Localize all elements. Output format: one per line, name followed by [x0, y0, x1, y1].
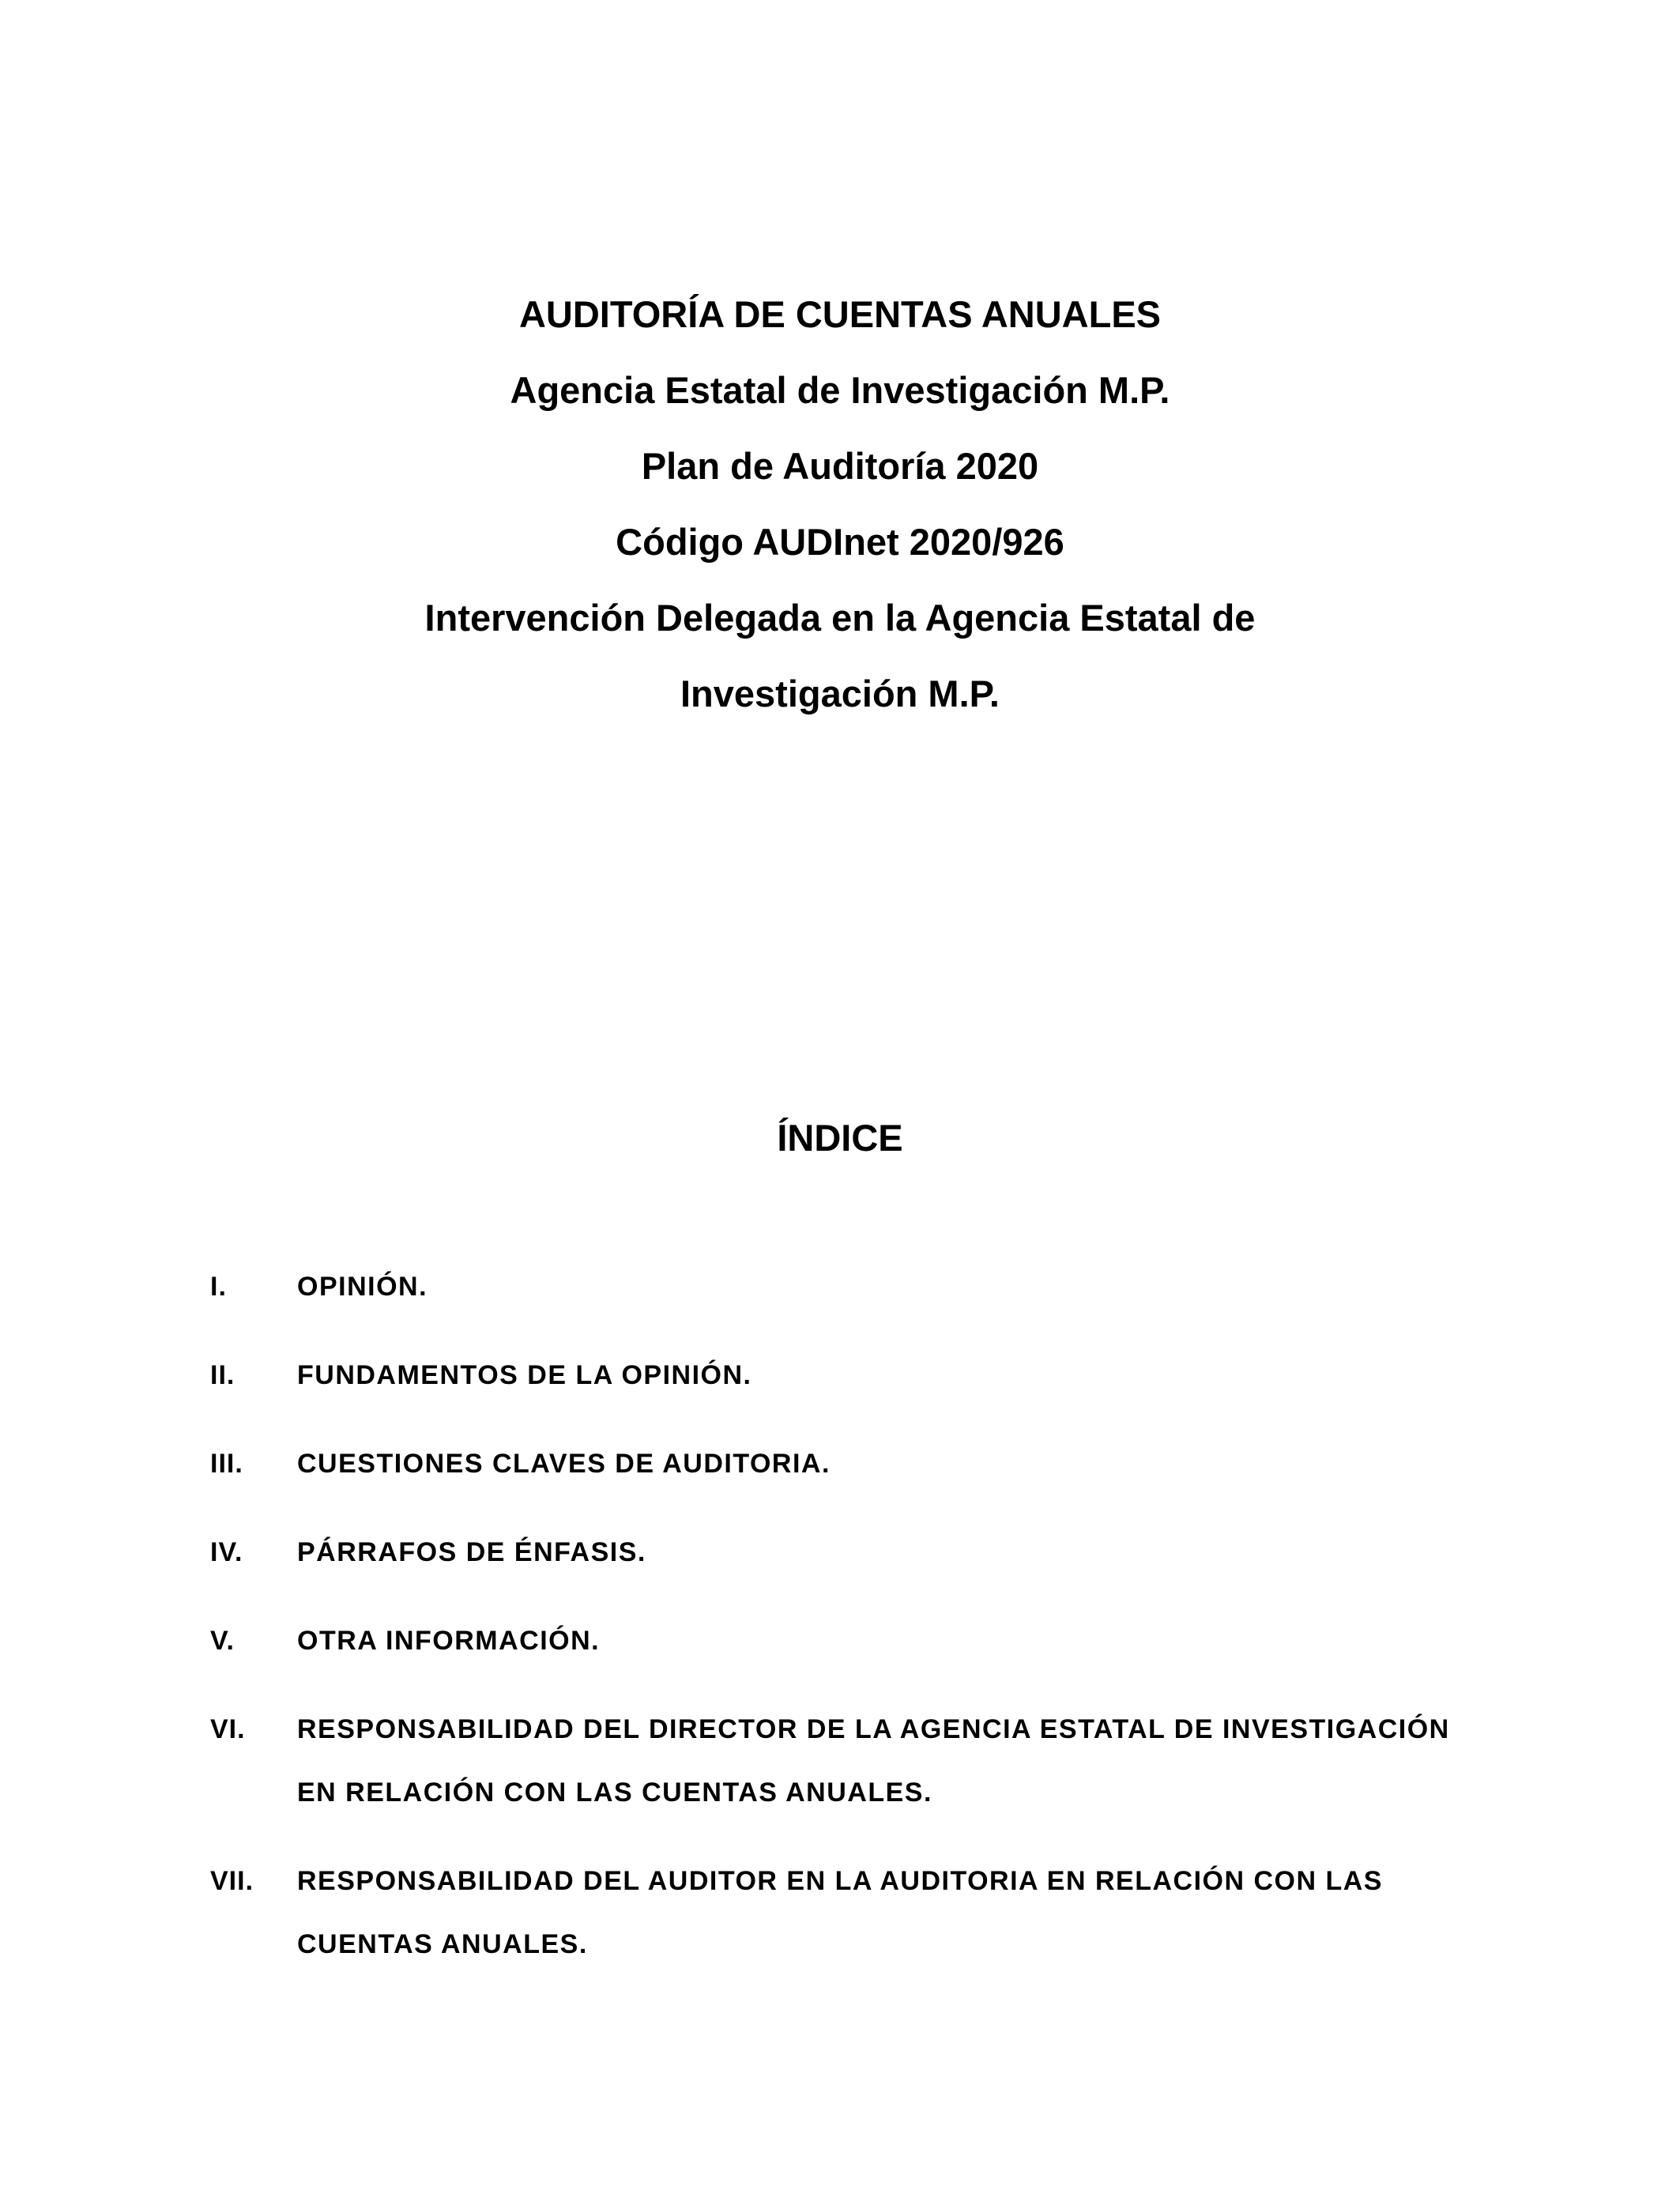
toc-item-opinion[interactable] [210, 1255, 1475, 1318]
toc-item-parrafos-enfasis[interactable] [210, 1521, 1475, 1584]
toc-item-number: III. [210, 1449, 243, 1479]
toc-item-otra-informacion[interactable] [210, 1609, 1475, 1672]
table-of-contents [210, 1255, 1475, 2001]
entity-name: Agencia Estatal de Investigación M.P. [510, 369, 1170, 411]
index-title: ÍNDICE [777, 1117, 903, 1159]
toc-item-text: OTRA INFORMACIÓN. [297, 1626, 601, 1656]
toc-item-responsabilidad-auditor[interactable] [210, 1849, 1475, 1976]
toc-item-text: RESPONSABILIDAD DEL AUDITOR EN LA AUDITORIA EN RELACIÓN CON LAS CUENTAS ANUALES. [297, 1866, 1383, 1959]
toc-item-text: CUESTIONES CLAVES DE AUDITORIA. [297, 1449, 831, 1479]
toc-item-text: PÁRRAFOS DE ÉNFASIS. [297, 1537, 646, 1567]
toc-item-text: FUNDAMENTOS DE LA OPINIÓN. [297, 1360, 752, 1390]
toc-item-number: II. [210, 1360, 235, 1390]
auditor-office-line-2: Investigación M.P. [680, 673, 1000, 714]
toc-item-number: VI. [210, 1714, 246, 1744]
toc-item-number: VII. [210, 1866, 254, 1896]
toc-item-responsabilidad-director[interactable] [210, 1698, 1475, 1824]
toc-item-text: RESPONSABILIDAD DEL DIRECTOR DE LA AGENCIA ESTATAL DE INVESTIGACIÓN EN RELACIÓN CON LAS CUENTAS ANUALES. [297, 1714, 1450, 1808]
document-title: AUDITORÍA DE CUENTAS ANUALES [518, 293, 1162, 335]
audinet-code: Código AUDInet 2020/926 [616, 521, 1064, 563]
toc-item-number: V. [210, 1626, 235, 1656]
toc-item-number: IV. [210, 1537, 243, 1567]
auditor-office-line-1: Intervención Delegada en la Agencia Estatal de [424, 597, 1256, 639]
title-block [0, 277, 1680, 732]
toc-item-text: OPINIÓN. [297, 1272, 428, 1302]
audit-plan: Plan de Auditoría 2020 [641, 445, 1039, 487]
toc-item-number: I. [210, 1272, 227, 1302]
toc-item-cuestiones-claves[interactable] [210, 1432, 1475, 1495]
toc-item-fundamentos[interactable] [210, 1344, 1475, 1407]
